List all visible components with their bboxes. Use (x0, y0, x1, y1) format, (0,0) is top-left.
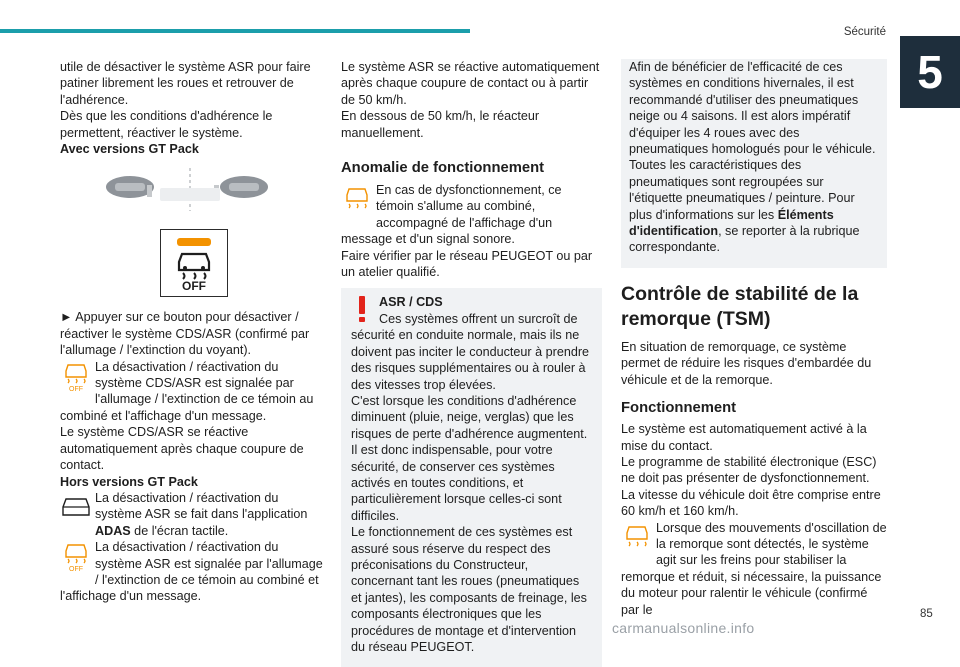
chapter-tab: 5 (900, 36, 960, 108)
paragraph: La désactivation / réactivation du système CDS/ASR est signalée par l'allumage / l'extinction de ce témoin au combiné et l'affichage d'un message. (60, 359, 314, 423)
page-number: 85 (920, 608, 933, 620)
paragraph: Toutes les caractéristiques des pneumatiques sont regroupées sur l'étiquette pneumatiques / peinture. Pour plus d'informations sur les Éléments d'identification, se reporter à la rubrique correspondante. (629, 158, 860, 255)
warning-box (341, 288, 602, 667)
paragraph: En cas de dysfonctionnement, ce témoin s'allume au combiné, accompagné de l'affichage d'un message et d'un signal sonore. (341, 183, 562, 247)
paragraph: Afin de bénéficier de l'efficacité de ces systèmes en conditions hivernales, il est recommandé d'utiliser des pneumatiques neige ou 4 saisons. Il est alors impératif d'équiper les 4 roues avec des pneumatiques homologués pour le véhicule. (629, 60, 876, 157)
indicator-note (60, 359, 325, 425)
indicator-note (60, 539, 325, 605)
header-accent-bar (0, 29, 470, 33)
paragraph: En dessous de 50 km/h, le réacteur manuellement. (341, 109, 540, 140)
oscillation-note (621, 520, 887, 618)
paragraph: Dès que les conditions d'adhérence le permettent, réactiver le système. (60, 109, 273, 140)
paragraph: La désactivation / réactivation du système ASR est signalée par l'allumage / l'extinction de ce témoin au combiné et l'affichage d'un message. (60, 540, 323, 604)
exclamation-icon (351, 294, 373, 324)
svg-text:OFF: OFF (69, 385, 83, 392)
paragraph: Le programme de stabilité électronique (ESC) ne doit pas présenter de dysfonctionnement. (621, 454, 877, 486)
steering-wheel-icon (60, 163, 325, 227)
svg-text:OFF: OFF (69, 566, 83, 573)
paragraph: Le système ASR se réactive automatiquement après chaque coupure de contact ou à partir de 50 km/h. (341, 60, 600, 107)
fault-note (341, 182, 602, 248)
paragraph: Faire vérifier par le réseau PEUGEOT ou par un atelier qualifié. (341, 248, 593, 280)
asr-off-button (160, 229, 228, 297)
anomaly-heading: Anomalie de fonctionnement (341, 160, 545, 177)
paragraph: Ces systèmes offrent un surcroît de sécurité en conduite normale, mais ils ne doivent pas inciter le conducteur à prendre des risques supplémentaires ou à rouler à des vitesses trop élevées. (351, 311, 590, 392)
skid-car-icon (60, 491, 92, 523)
info-box (621, 59, 887, 268)
watermark: carmanualsonline.info (612, 620, 755, 636)
gt-pack-heading: Avec versions GT Pack (60, 142, 199, 157)
skid-car-icon (341, 183, 373, 215)
adas-note (60, 490, 325, 539)
non-gt-pack-heading: Hors versions GT Pack (60, 474, 198, 489)
skid-car-off-icon (60, 360, 92, 392)
paragraph: La vitesse du véhicule doit être comprise entre 60 km/h et 160 km/h. (621, 487, 881, 519)
column-1 (60, 59, 325, 605)
paragraph: Le système CDS/ASR se réactive automatiquement après chaque coupure de contact. (60, 425, 304, 473)
paragraph: ► Appuyer sur ce bouton pour désactiver / réactiver le système CDS/ASR (confirmé par l'allumage / l'extinction du voyant). (60, 310, 310, 358)
paragraph: utile de désactiver le système ASR pour faire patiner librement les roues et retrouver de l'adhérence. (60, 60, 311, 107)
column-2 (341, 59, 602, 667)
paragraph: Le fonctionnement de ces systèmes est assuré sous réserve du respect des préconisations du Constructeur, concernant tant les roues (pneumatiques et jantes), les composants de freinage, les composants électroniques que les procédures de montage et d'intervention du réseau PEUGEOT. (351, 525, 587, 654)
steering-wheels-illustration (60, 163, 325, 227)
section-title: Sécurité (843, 26, 886, 38)
off-label: OFF (182, 279, 206, 294)
paragraph: C'est lorsque les conditions d'adhérence diminuent (pluie, neige, verglas) que les risques de perte d'adhérence augmentent. Il est donc indispensable, pour votre sécurité, de conserver ces systèmes activés en toutes conditions, et particulièrement lorsque celles-ci sont difficiles. (351, 393, 588, 523)
skid-car-icon (621, 521, 653, 553)
skid-car-off-icon (161, 230, 227, 296)
skid-car-off-icon (60, 540, 92, 572)
column-3 (621, 59, 887, 618)
warning-title: ASR / CDS (379, 295, 443, 310)
paragraph: En situation de remorquage, ce système permet de réduire les risques d'embardée du véhicule et de la remorque. (621, 339, 872, 387)
tsm-heading: Contrôle de stabilité de la remorque (TSM) (621, 282, 859, 330)
asr-off-button-illustration (60, 229, 325, 309)
paragraph: La désactivation / réactivation du système ASR se fait dans l'application ADAS de l'écran tactile. (95, 490, 308, 538)
paragraph: Lorsque des mouvements d'oscillation de la remorque sont détectés, le système agit sur les freins pour stabiliser la remorque et réduit, si nécessaire, la puissance du moteur pour ralentir le véhicule (confirmé par le (621, 520, 887, 617)
operation-heading: Fonctionnement (621, 400, 737, 417)
paragraph: Le système est automatiquement activé à la mise du contact. (621, 422, 867, 453)
